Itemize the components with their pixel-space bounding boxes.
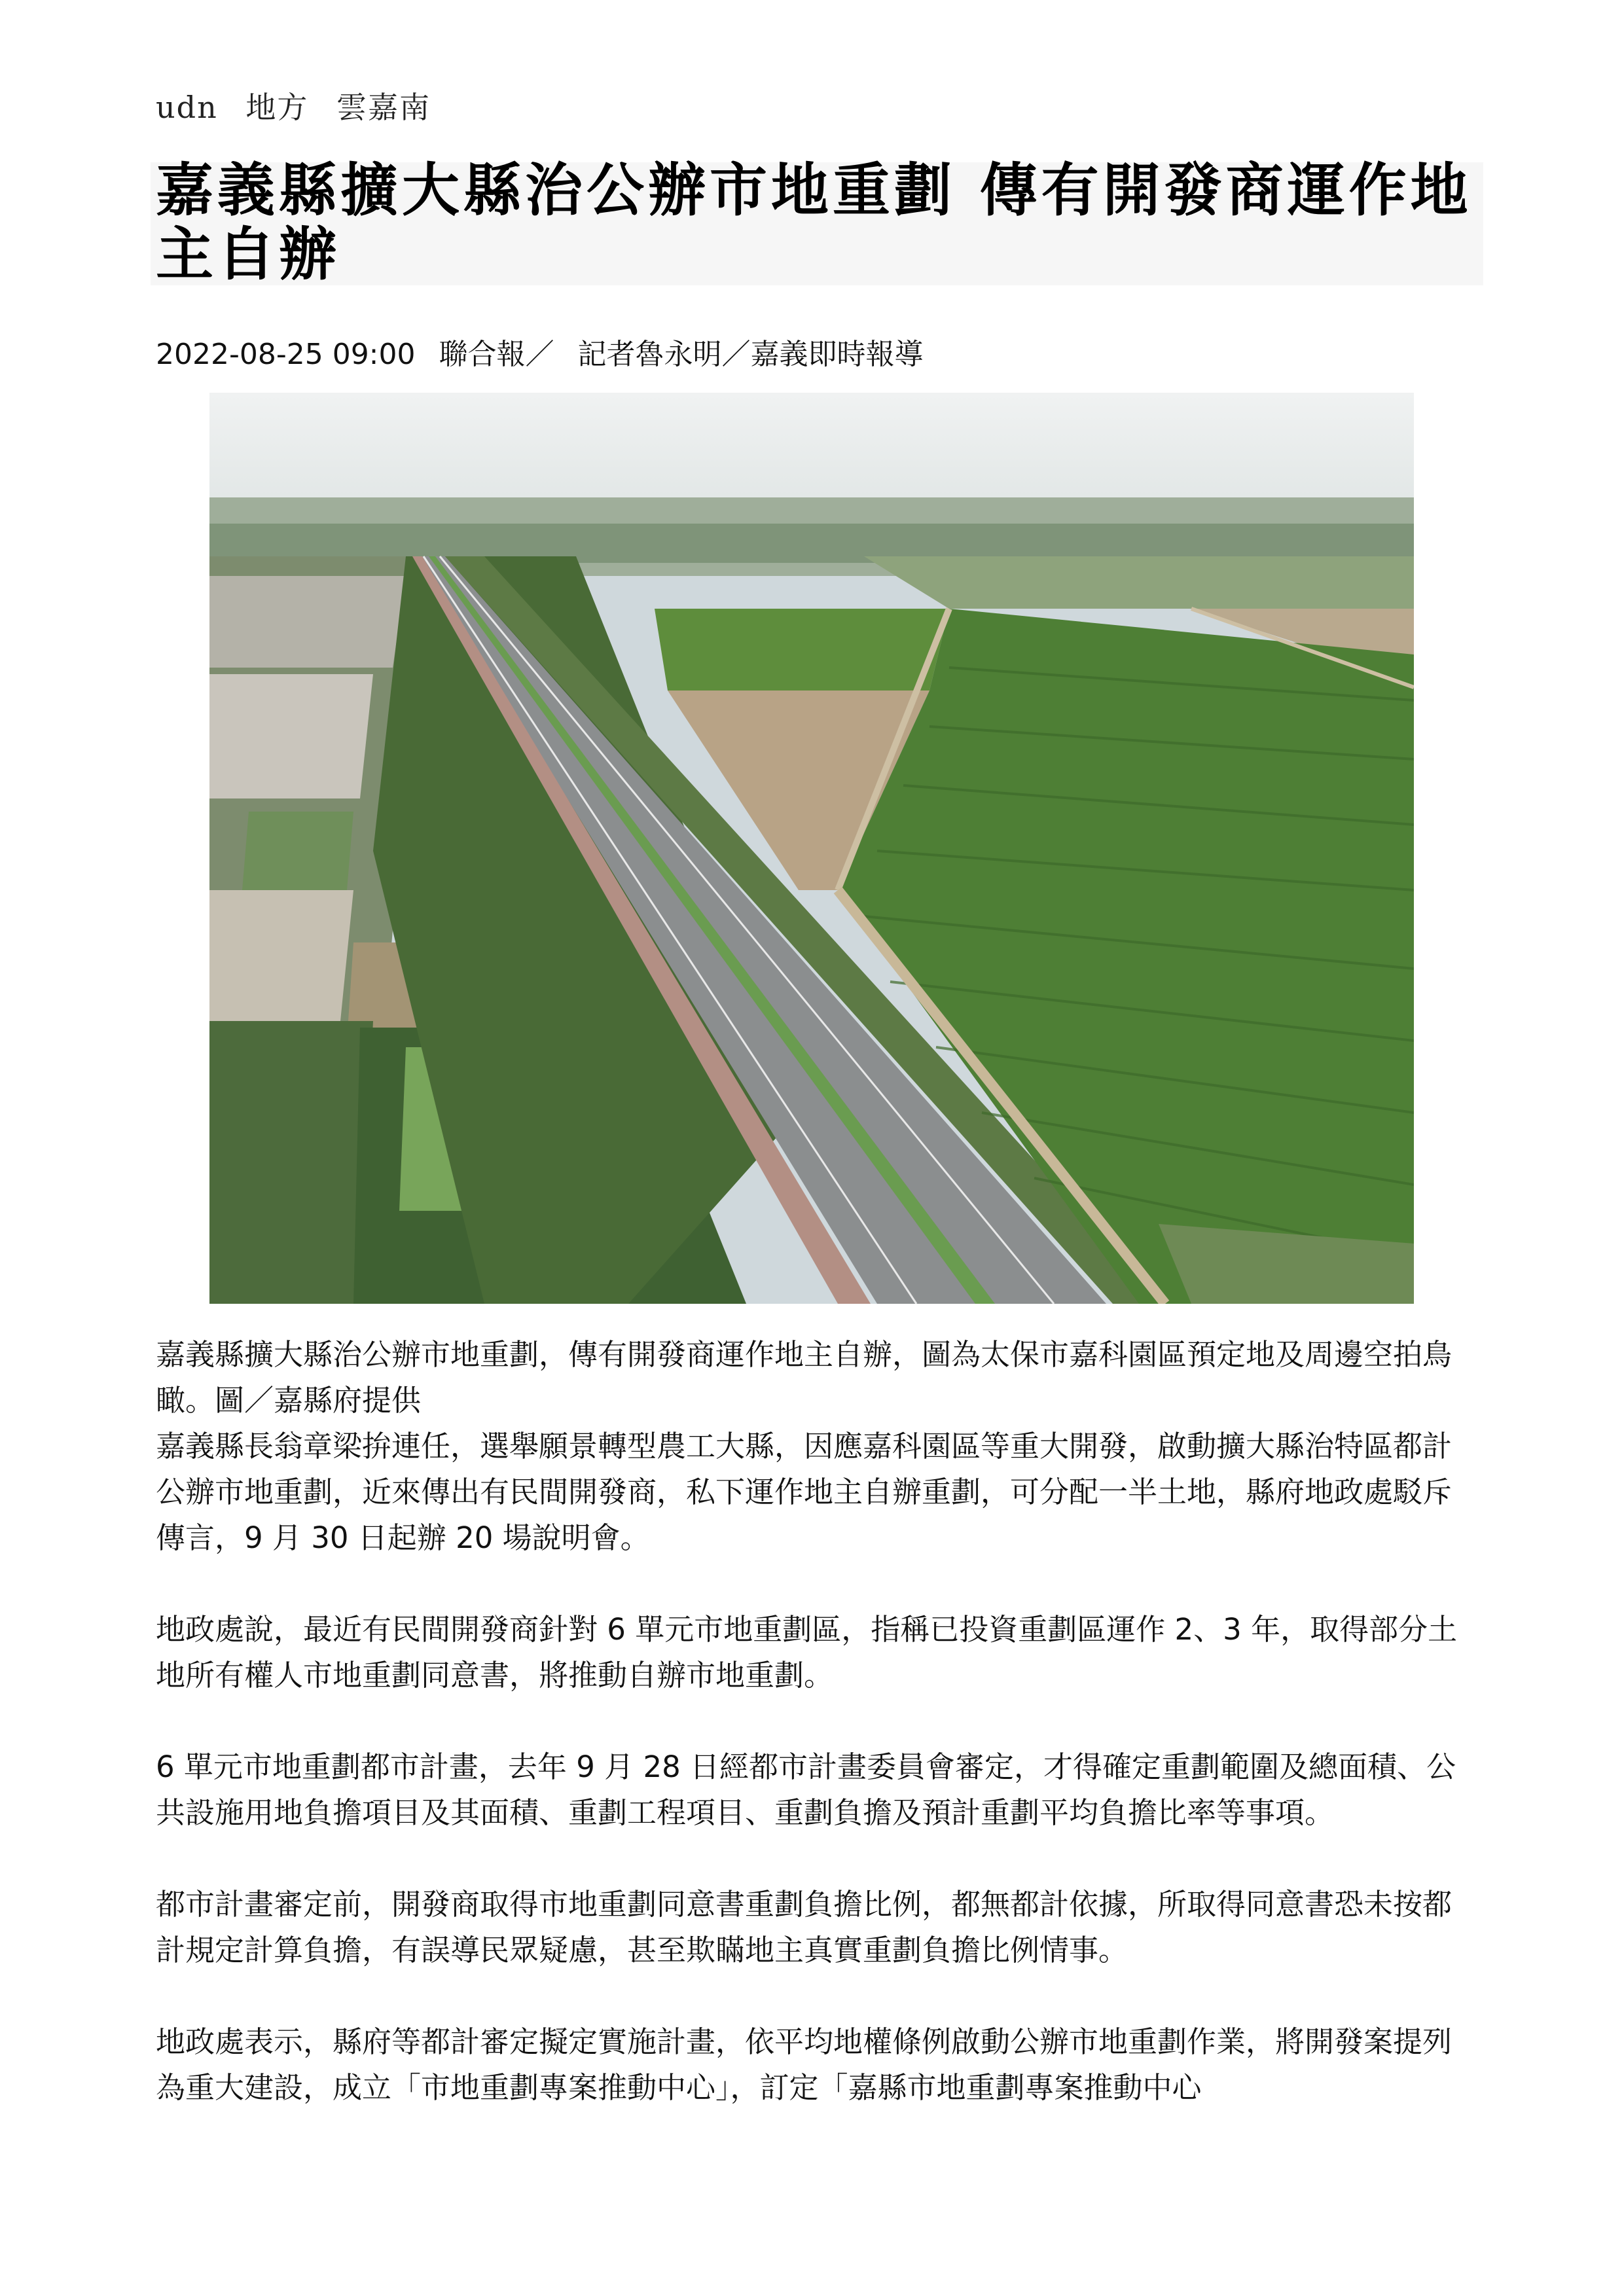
aerial-photo — [209, 393, 1414, 1304]
breadcrumb-section-link[interactable]: 地方 — [245, 90, 309, 125]
paragraph-3: 6 單元市地重劃都市計畫，去年 9 月 28 日經都市計畫委員會審定，才得確定重劃範圍及總面積、公共設施用地負擔項目及其面積、重劃工程項目、重劃負擔及預計重劃平均負擔比率等事項。 — [156, 1749, 1456, 1830]
article-meta — [156, 331, 938, 372]
paragraph-5: 地政處表示，縣府等都計審定擬定實施計畫，依平均地權條例啟動公辦市地重劃作業，將開發案提列為重大建設，成立「市地重劃專案推動中心」，訂定「嘉縣市地重劃專案推動中心 — [156, 2024, 1453, 2105]
photo-caption: 嘉義縣擴大縣治公辦市地重劃，傳有開發商運作地主自辦，圖為太保市嘉科園區預定地及周邊空拍鳥瞰。圖／嘉縣府提供 — [156, 1337, 1453, 1418]
article-body — [156, 1332, 1478, 2111]
article-outlet: 聯合報／ — [439, 338, 554, 371]
article-date: 2022-08-25 09:00 — [156, 338, 416, 371]
article-title: 嘉義縣擴大縣治公辦市地重劃 傳有開發商運作地主自辦 — [156, 156, 1472, 288]
paragraph-1: 嘉義縣長翁章梁拚連任，選舉願景轉型農工大縣，因應嘉科園區等重大開發，啟動擴大縣治特區都計公辦市地重劃，近來傳出有民間開發商，私下運作地主自辦重劃，可分配一半土地，縣府地政處駁斥傳言，9 月 30 日起辦 20 場說明會。 — [156, 1429, 1453, 1555]
article-byline: 記者魯永明／嘉義即時報導 — [577, 338, 924, 371]
breadcrumb-site-link[interactable]: udn — [156, 90, 218, 125]
paragraph-4: 都市計畫審定前，開發商取得市地重劃同意書重劃負擔比例，都無都計依據，所取得同意書恐未按都計規定計算負擔，有誤導民眾疑慮，甚至欺瞞地主真實重劃負擔比例情事。 — [156, 1887, 1453, 1967]
breadcrumb — [156, 84, 448, 127]
paragraph-2: 地政處說，最近有民間開發商針對 6 單元市地重劃區，指稱已投資重劃區運作 2、3 年，取得部分土地所有權人市地重劃同意書，將推動自辦市地重劃。 — [156, 1612, 1458, 1693]
aerial-photo-icon — [209, 393, 1414, 1304]
breadcrumb-region-link[interactable]: 雲嘉南 — [336, 90, 431, 125]
